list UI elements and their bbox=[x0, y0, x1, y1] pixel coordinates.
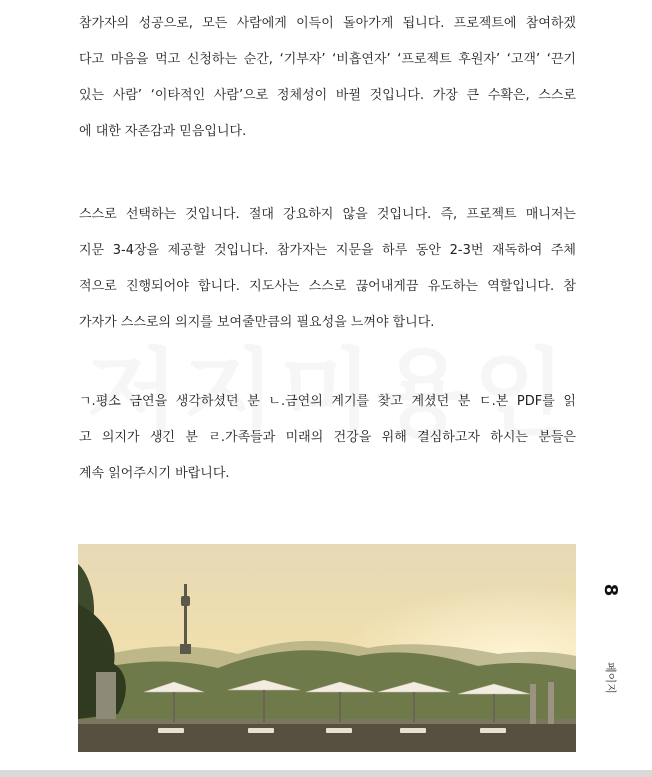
text-line: 적으로 진행되어야 합니다. 지도사는 스스로 끊어내게끔 유도하는 역할입니다. 참 bbox=[79, 279, 576, 294]
text-line: 지문 3-4장을 제공할 것입니다. 참가자는 지문을 하루 동안 2-3번 재독하여 주체 bbox=[79, 243, 576, 258]
terrace-sunset-photo bbox=[78, 544, 576, 752]
page-label: 페이지 bbox=[604, 662, 617, 694]
text-line: 다고 마음을 먹고 신청하는 순간, ‘기부자’ ‘비흡연자’ ‘프로젝트 후원자’ ‘고객’ ‘끈기 bbox=[79, 52, 576, 67]
text-line: 스스로 선택하는 것입니다. 절대 강요하지 않을 것입니다. 즉, 프로젝트 매니저는 bbox=[79, 207, 576, 222]
bottom-scroll-bar bbox=[0, 770, 652, 777]
text-line: 계속 읽어주시기 바랍니다. bbox=[79, 466, 230, 481]
paragraph-self-choice bbox=[79, 205, 576, 349]
paragraph-audience bbox=[79, 392, 576, 500]
paragraph-benefits bbox=[79, 14, 576, 158]
text-line: 참가자의 성공으로, 모든 사람에게 이득이 돌아가게 됩니다. 프로젝트에 참여하겠 bbox=[79, 16, 576, 31]
text-line: 있는 사람’ ‘이타적인 사람’으로 정체성이 바뀔 것입니다. 가장 큰 수확은, 스스로 bbox=[79, 88, 576, 103]
text-line: ㄱ.평소 금연을 생각하셨던 분 ㄴ.금연의 계기를 찾고 계셨던 분 ㄷ.본 PDF를 읽 bbox=[79, 394, 576, 409]
text-line: 가자가 스스로의 의지를 보여줄만큼의 필요성을 느껴야 합니다. bbox=[79, 315, 435, 330]
text-line: 고 의지가 생긴 분 ㄹ.가족들과 미래의 건강을 위해 결심하고자 하시는 분들은 bbox=[79, 430, 576, 445]
page-number: 8 bbox=[600, 583, 621, 597]
text-line: 에 대한 자존감과 믿음입니다. bbox=[79, 124, 247, 139]
